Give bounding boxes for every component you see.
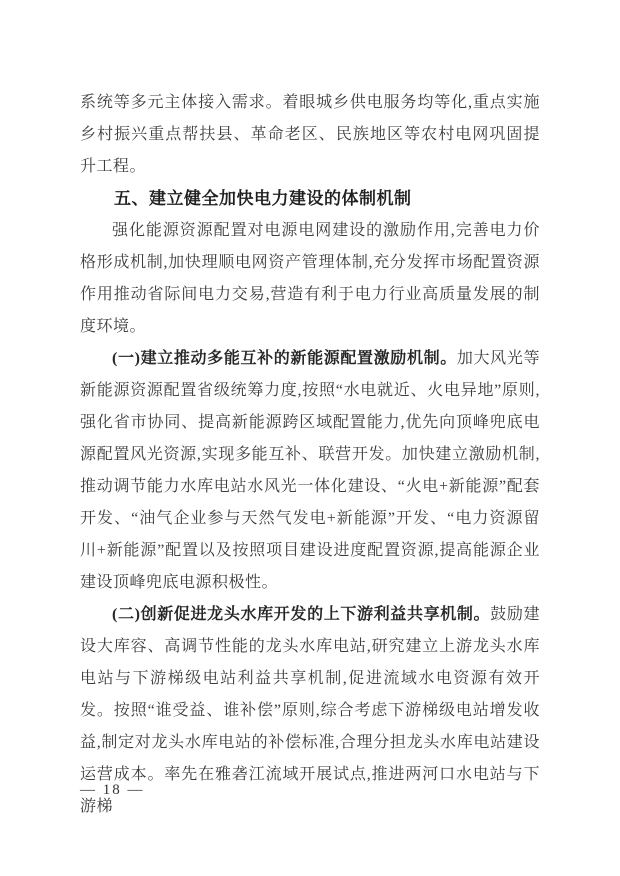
document-body xyxy=(80,87,540,823)
paragraph-lead: (二)创新促进龙头水库开发的上下游利益共享机制。 xyxy=(112,606,491,623)
paragraph: (二)创新促进龙头水库开发的上下游利益共享机制。鼓励建设大库容、高调节性能的龙头水库电站,研究建立上游龙头水库电站与下游梯级电站利益共享机制,促进流域水电资源有效开发。按照“谁受益、谁补偿”原则,综合考虑下游梯级电站增发收益,制定对龙头水库电站的补偿标准,合理分担龙头水库电站建设运营成本。率先在雅砻江流域开展试点,推进两河口水电站与下游梯 xyxy=(80,606,540,815)
paragraph: 系统等多元主体接入需求。着眼城乡供电服务均等化,重点实施乡村振兴重点帮扶县、革命老区、民族地区等农村电网巩固提升工程。 xyxy=(80,94,540,175)
paragraph: 强化能源资源配置对电源电网建设的激励作用,完善电力价格形成机制,加快理顺电网资产管理体制,充分发挥市场配置资源作用推动省际间电力交易,营造有利于电力行业高质量发展的制度环境。 xyxy=(80,222,540,335)
paragraph: (一)建立推动多能互补的新能源配置激励机制。加大风光等新能源资源配置省级统筹力度,按照“水电就近、火电异地”原则,强化省市协同、提高新能源跨区域配置能力,优先向顶峰兜底电源配置风光资源,实现多能互补、联营开发。加快建立激励机制,推动调节能力水库电站水风光一体化建设、“火电+新能源”配套开发、“油气企业参与天然气发电+新能源”开发、“电力资源留川+新能源”配置以及按照项目建设进度配置资源,提高能源企业建设顶峰兜底电源积极性。 xyxy=(80,350,540,591)
page-number: — 18 — xyxy=(80,782,145,798)
paragraph-lead: (一)建立推动多能互补的新能源配置激励机制。 xyxy=(112,350,457,367)
section-heading: 五、建立健全加快电力建设的体制机制 xyxy=(114,189,412,208)
